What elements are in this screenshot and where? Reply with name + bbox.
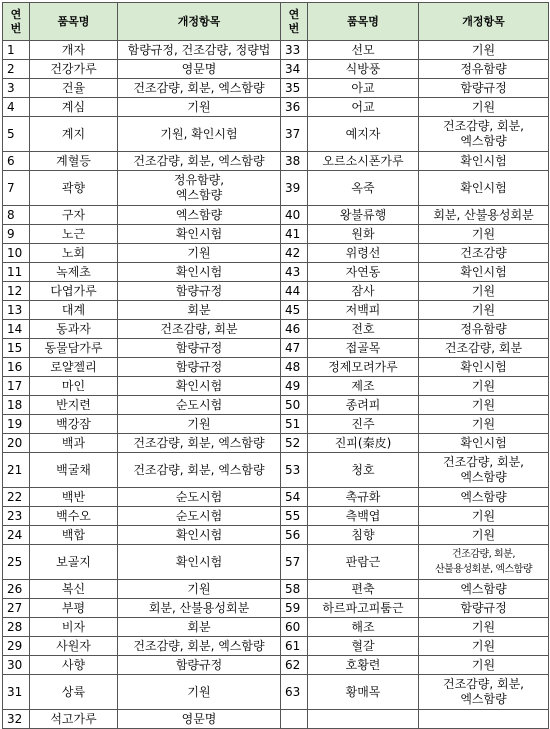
row-number-left: 20 <box>3 434 30 453</box>
row-number-left: 3 <box>3 79 30 98</box>
revision-items-right: 기원 <box>419 225 549 244</box>
item-name-right: 진주 <box>308 415 419 434</box>
revision-items-right: 엑스함량 <box>419 488 549 507</box>
table-row <box>3 60 549 79</box>
row-number-right: 36 <box>281 98 308 117</box>
item-name-left: 비자 <box>30 618 118 637</box>
row-number-left: 25 <box>3 545 30 580</box>
revision-items-right: 건조감량, 회분, 엑스함량 <box>419 453 549 488</box>
item-name-right: 해조 <box>308 618 419 637</box>
item-name-left: 반지련 <box>30 396 118 415</box>
table-row <box>3 79 549 98</box>
table-row <box>3 526 549 545</box>
table-row <box>3 301 549 320</box>
item-name-right: 원화 <box>308 225 419 244</box>
item-name-right: 정제모려가루 <box>308 358 419 377</box>
row-number-right: 49 <box>281 377 308 396</box>
row-number-left: 8 <box>3 206 30 225</box>
table-row <box>3 580 549 599</box>
item-name-right: 호황련 <box>308 656 419 675</box>
row-number-left: 6 <box>3 152 30 171</box>
revision-items-left: 함량규정 <box>118 282 281 301</box>
table-row <box>3 599 549 618</box>
revision-items-right: 정유함량 <box>419 60 549 79</box>
revision-items-right: 기원 <box>419 377 549 396</box>
row-number-left: 21 <box>3 453 30 488</box>
revision-items-left: 순도시험 <box>118 396 281 415</box>
row-number-left: 16 <box>3 358 30 377</box>
row-number-left: 26 <box>3 580 30 599</box>
revision-items-left: 건조감량, 회분 <box>118 320 281 339</box>
header-name-right: 품목명 <box>308 3 419 41</box>
row-number-right: 37 <box>281 117 308 152</box>
revision-items-left: 건조감량, 회분, 엑스함량 <box>118 79 281 98</box>
item-name-right: 위령선 <box>308 244 419 263</box>
row-number-left: 1 <box>3 41 30 60</box>
row-number-left: 23 <box>3 507 30 526</box>
revision-items-left: 정유함량, 엑스함량 <box>118 171 281 206</box>
row-number-right: 53 <box>281 453 308 488</box>
row-number-left: 2 <box>3 60 30 79</box>
revision-items-right: 확인시험 <box>419 358 549 377</box>
row-number-right: 55 <box>281 507 308 526</box>
item-name-left: 백합 <box>30 526 118 545</box>
item-name-right: 자연동 <box>308 263 419 282</box>
item-name-left: 곽향 <box>30 171 118 206</box>
item-name-left: 건율 <box>30 79 118 98</box>
item-name-left: 백과 <box>30 434 118 453</box>
revision-items-left: 함량규정 <box>118 656 281 675</box>
row-number-left: 18 <box>3 396 30 415</box>
row-number-left: 17 <box>3 377 30 396</box>
revision-items-right: 기원 <box>419 301 549 320</box>
revision-items-left: 기원 <box>118 580 281 599</box>
row-number-right: 63 <box>281 675 308 710</box>
row-number-right: 40 <box>281 206 308 225</box>
table-row <box>3 637 549 656</box>
revision-items-right: 확인시험 <box>419 434 549 453</box>
item-name-right: 식방풍 <box>308 60 419 79</box>
item-name-right: 접골목 <box>308 339 419 358</box>
row-number-left: 15 <box>3 339 30 358</box>
item-name-right: 편축 <box>308 580 419 599</box>
header-row <box>3 3 549 41</box>
revision-items-right: 기원 <box>419 282 549 301</box>
revision-items-right: 확인시험 <box>419 171 549 206</box>
item-name-left: 부평 <box>30 599 118 618</box>
revision-items-left: 기원 <box>118 244 281 263</box>
table-row <box>3 171 549 206</box>
item-name-right: 진피(秦皮) <box>308 434 419 453</box>
table-row <box>3 675 549 710</box>
item-name-right: 오르소시폰가루 <box>308 152 419 171</box>
item-name-right: 잠사 <box>308 282 419 301</box>
item-name-left: 건강가루 <box>30 60 118 79</box>
row-number-right: 42 <box>281 244 308 263</box>
revision-items-left: 회분 <box>118 618 281 637</box>
table-row <box>3 415 549 434</box>
row-number-left: 28 <box>3 618 30 637</box>
revision-items-right: 기원 <box>419 618 549 637</box>
revision-items-left: 확인시험 <box>118 526 281 545</box>
item-name-left: 개자 <box>30 41 118 60</box>
item-name-left: 백굴채 <box>30 453 118 488</box>
item-name-left: 상륙 <box>30 675 118 710</box>
row-number-right: 44 <box>281 282 308 301</box>
table-row <box>3 618 549 637</box>
row-number-left: 29 <box>3 637 30 656</box>
row-number-right: 48 <box>281 358 308 377</box>
revision-items-left: 건조감량, 회분, 엑스함량 <box>118 434 281 453</box>
item-name-left: 계혈등 <box>30 152 118 171</box>
revision-items-left: 확인시험 <box>118 263 281 282</box>
header-no-left: 연 번 <box>3 3 30 41</box>
revision-items-right: 기원 <box>419 98 549 117</box>
item-name-left: 석고가루 <box>30 710 118 729</box>
revision-items-left: 확인시험 <box>118 545 281 580</box>
revision-items-right: 기원 <box>419 656 549 675</box>
item-name-left: 백반 <box>30 488 118 507</box>
table-row <box>3 377 549 396</box>
row-number-left: 10 <box>3 244 30 263</box>
item-name-left: 노근 <box>30 225 118 244</box>
table-row <box>3 710 549 729</box>
item-name-right: 아교 <box>308 79 419 98</box>
row-number-right: 56 <box>281 526 308 545</box>
revision-items-left: 함량규정, 건조감량, 정량법 <box>118 41 281 60</box>
revision-items-left: 영문명 <box>118 60 281 79</box>
item-name-right: 선모 <box>308 41 419 60</box>
row-number-left: 19 <box>3 415 30 434</box>
item-name-left: 로얄젤리 <box>30 358 118 377</box>
revision-items-left: 건조감량, 회분, 엑스함량 <box>118 152 281 171</box>
item-name-right: 제조 <box>308 377 419 396</box>
revision-items-left: 엑스함량 <box>118 206 281 225</box>
item-name-left: 사향 <box>30 656 118 675</box>
item-name-left: 동물담가루 <box>30 339 118 358</box>
table-row <box>3 117 549 152</box>
revision-items-left: 영문명 <box>118 710 281 729</box>
revision-items-left: 기원 <box>118 98 281 117</box>
table-row <box>3 282 549 301</box>
item-name-right: 촉규화 <box>308 488 419 507</box>
item-name-left: 계심 <box>30 98 118 117</box>
table-row <box>3 358 549 377</box>
revision-items-right: 기원 <box>419 526 549 545</box>
table-row <box>3 41 549 60</box>
revision-items-left: 함량규정 <box>118 358 281 377</box>
table-row <box>3 206 549 225</box>
table-row <box>3 453 549 488</box>
row-number-left: 5 <box>3 117 30 152</box>
revision-items-right: 함량규정 <box>419 599 549 618</box>
item-name-left: 구자 <box>30 206 118 225</box>
item-name-left: 대계 <box>30 301 118 320</box>
row-number-left: 24 <box>3 526 30 545</box>
revision-items-left: 회분, 산불용성회분 <box>118 599 281 618</box>
row-number-right: 33 <box>281 41 308 60</box>
item-name-right: 측백엽 <box>308 507 419 526</box>
revision-items-left: 순도시험 <box>118 488 281 507</box>
row-number-right: 61 <box>281 637 308 656</box>
header-item-right: 개정항목 <box>419 3 549 41</box>
row-number-right: 39 <box>281 171 308 206</box>
revision-items-left: 확인시험 <box>118 225 281 244</box>
revision-items-right: 건조감량 <box>419 244 549 263</box>
revision-items-right: 건조감량, 회분, 산불용성회분, 엑스함량 <box>419 545 549 580</box>
row-number-left: 12 <box>3 282 30 301</box>
revision-items-right <box>419 710 549 729</box>
revision-items-right: 정유함량 <box>419 320 549 339</box>
table-row <box>3 225 549 244</box>
revision-items-left: 기원 <box>118 415 281 434</box>
table-row <box>3 545 549 580</box>
row-number-right: 50 <box>281 396 308 415</box>
item-name-right: 왕불류행 <box>308 206 419 225</box>
row-number-right: 41 <box>281 225 308 244</box>
item-name-left: 계지 <box>30 117 118 152</box>
row-number-left: 30 <box>3 656 30 675</box>
row-number-left: 14 <box>3 320 30 339</box>
revision-items-right: 기원 <box>419 637 549 656</box>
item-name-left: 다엽가루 <box>30 282 118 301</box>
row-number-right: 51 <box>281 415 308 434</box>
row-number-left: 22 <box>3 488 30 507</box>
table-row <box>3 488 549 507</box>
table-row <box>3 434 549 453</box>
item-name-right: 침향 <box>308 526 419 545</box>
row-number-right: 57 <box>281 545 308 580</box>
row-number-left: 7 <box>3 171 30 206</box>
revision-items-right: 건조감량, 회분, 엑스함량 <box>419 117 549 152</box>
item-name-right: 판람근 <box>308 545 419 580</box>
item-name-right: 종려피 <box>308 396 419 415</box>
item-name-right: 혈갈 <box>308 637 419 656</box>
row-number-right: 38 <box>281 152 308 171</box>
header-item-left: 개정항목 <box>118 3 281 41</box>
revision-items-right: 기원 <box>419 507 549 526</box>
row-number-left: 9 <box>3 225 30 244</box>
revision-items-left: 건조감량, 회분, 엑스함량 <box>118 637 281 656</box>
item-name-right <box>308 710 419 729</box>
row-number-right: 52 <box>281 434 308 453</box>
row-number-right: 45 <box>281 301 308 320</box>
table-row <box>3 244 549 263</box>
revision-items-left: 함량규정 <box>118 339 281 358</box>
revision-items-left: 기원 <box>118 675 281 710</box>
row-number-left: 31 <box>3 675 30 710</box>
revision-items-right: 기원 <box>419 415 549 434</box>
revision-items-right: 기원 <box>419 396 549 415</box>
revision-items-right: 엑스함량 <box>419 580 549 599</box>
row-number-right: 60 <box>281 618 308 637</box>
row-number-right: 59 <box>281 599 308 618</box>
table-row <box>3 320 549 339</box>
item-name-left: 보골지 <box>30 545 118 580</box>
header-name-left: 품목명 <box>30 3 118 41</box>
row-number-right: 43 <box>281 263 308 282</box>
row-number-left: 27 <box>3 599 30 618</box>
table-row <box>3 152 549 171</box>
table-row <box>3 263 549 282</box>
revision-items-left: 건조감량, 회분, 엑스함량 <box>118 453 281 488</box>
row-number-left: 4 <box>3 98 30 117</box>
table-row <box>3 656 549 675</box>
row-number-right: 58 <box>281 580 308 599</box>
row-number-right <box>281 710 308 729</box>
revision-items-right: 확인시험 <box>419 152 549 171</box>
item-name-left: 백강잠 <box>30 415 118 434</box>
row-number-right: 46 <box>281 320 308 339</box>
header-no-right: 연 번 <box>281 3 308 41</box>
row-number-right: 35 <box>281 79 308 98</box>
item-name-left: 녹제초 <box>30 263 118 282</box>
revision-items-table <box>2 2 549 729</box>
revision-items-right: 기원 <box>419 41 549 60</box>
item-name-right: 청호 <box>308 453 419 488</box>
revision-items-right: 건조감량, 회분 <box>419 339 549 358</box>
item-name-left: 백수오 <box>30 507 118 526</box>
revision-items-right: 회분, 산불용성회분 <box>419 206 549 225</box>
item-name-left: 동과자 <box>30 320 118 339</box>
item-name-right: 저백피 <box>308 301 419 320</box>
item-name-left: 노회 <box>30 244 118 263</box>
item-name-right: 예지자 <box>308 117 419 152</box>
item-name-left: 사원자 <box>30 637 118 656</box>
revision-items-right: 확인시험 <box>419 263 549 282</box>
row-number-right: 34 <box>281 60 308 79</box>
row-number-right: 47 <box>281 339 308 358</box>
table-row <box>3 396 549 415</box>
table-row <box>3 98 549 117</box>
item-name-right: 하르파고피툼근 <box>308 599 419 618</box>
revision-items-left: 기원, 확인시험 <box>118 117 281 152</box>
row-number-right: 62 <box>281 656 308 675</box>
table-row <box>3 339 549 358</box>
row-number-left: 32 <box>3 710 30 729</box>
item-name-right: 옥죽 <box>308 171 419 206</box>
row-number-left: 13 <box>3 301 30 320</box>
revision-items-left: 순도시험 <box>118 507 281 526</box>
item-name-right: 황매목 <box>308 675 419 710</box>
revision-items-left: 확인시험 <box>118 377 281 396</box>
revision-items-left: 회분 <box>118 301 281 320</box>
item-name-left: 마인 <box>30 377 118 396</box>
item-name-right: 어교 <box>308 98 419 117</box>
table-row <box>3 507 549 526</box>
row-number-right: 54 <box>281 488 308 507</box>
row-number-left: 11 <box>3 263 30 282</box>
revision-items-right: 함량규정 <box>419 79 549 98</box>
item-name-left: 복신 <box>30 580 118 599</box>
item-name-right: 전호 <box>308 320 419 339</box>
revision-items-right: 건조감량, 회분, 엑스함량 <box>419 675 549 710</box>
